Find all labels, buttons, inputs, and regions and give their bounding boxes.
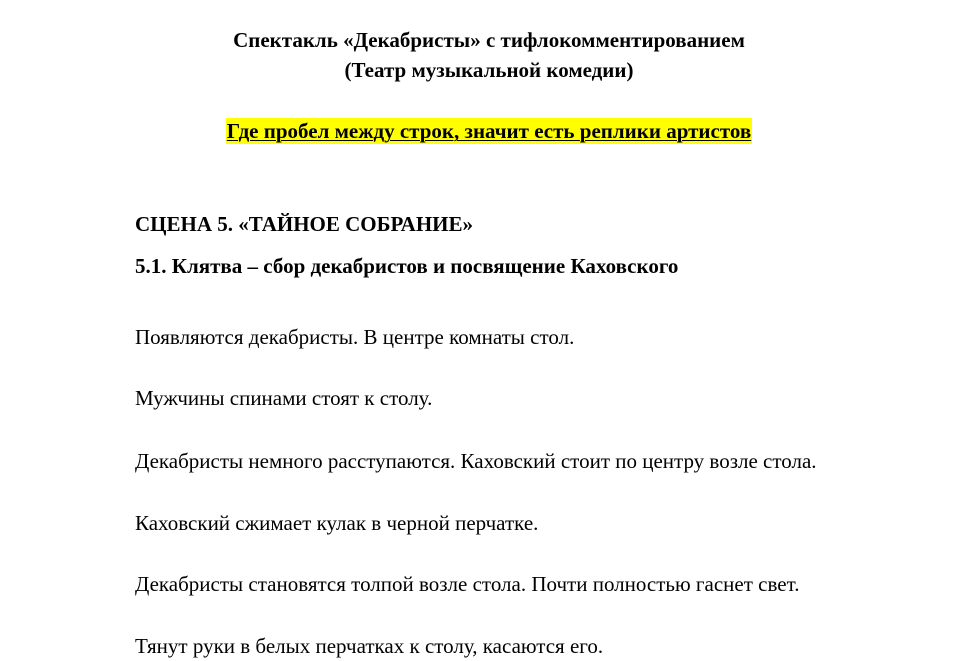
document-subtitle: (Театр музыкальной комедии) [344,58,634,82]
scene-subheading: 5.1. Клятва – сбор декабристов и посвящение Каховского [135,254,679,278]
scene-heading: СЦЕНА 5. «ТАЙНОЕ СОБРАНИЕ» [135,212,474,236]
document-title: Спектакль «Декабристы» с тифлокомментированием [233,28,745,52]
stage-direction-paragraph: Тянут руки в белых перчатках к столу, касаются его. [135,634,604,658]
stage-direction-paragraph: Мужчины спинами стоят к столу. [135,386,433,410]
stage-direction-paragraph: Декабристы немного расступаются. Каховский стоит по центру возле стола. [135,449,817,473]
stage-direction-paragraph: Каховский сжимает кулак в черной перчатке. [135,511,539,535]
highlighted-note-container [0,118,978,144]
highlighted-note: Где пробел между строк, значит есть реплики артистов [226,119,752,143]
stage-direction-paragraph: Декабристы становятся толпой возле стола. Почти полностью гаснет свет. [135,572,800,596]
stage-direction-paragraph: Появляются декабристы. В центре комнаты стол. [135,325,575,349]
